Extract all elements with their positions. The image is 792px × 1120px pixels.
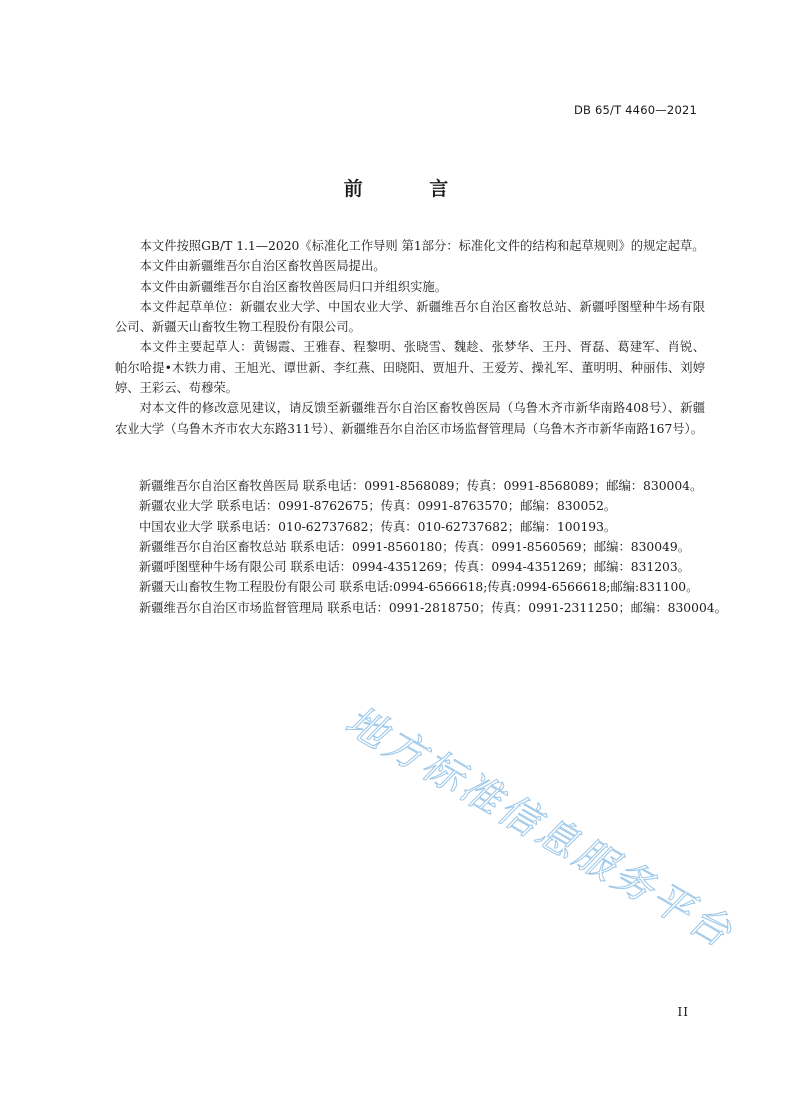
paragraph-administrator: 本文件由新疆维吾尔自治区畜牧兽医局归口并组织实施。 — [139, 279, 448, 294]
paragraph-feedback: 对本文件的修改意见建议，请反馈至新疆维吾尔自治区畜牧兽医局（乌鲁木齐市新华南路408号）、新疆农业大学（乌鲁木齐市农大东路311号）、新疆维吾尔自治区市场监督管理局（乌鲁木齐市新华南路167号）。 — [115, 401, 705, 436]
page-title: 前 言 — [343, 178, 479, 200]
paragraph-proposer: 本文件由新疆维吾尔自治区畜牧兽医局提出。 — [139, 259, 386, 274]
page-number: II — [677, 1005, 689, 1019]
paragraph-drafting-units: 本文件起草单位：新疆农业大学、中国农业大学、新疆维吾尔自治区畜牧总站、新疆呼图壁种牛场有限公司、新疆天山畜牧生物工程股份有限公司。 — [115, 299, 705, 335]
paragraph-drafting-rules: 本文件按照GB/T 1.1—2020《标准化工作导则 第1部分：标准化文件的结构和起草规则》的规定起草。 — [139, 239, 705, 253]
contact-line: 新疆天山畜牧生物工程股份有限公司 联系电话:0994-6566618;传真:0994-6566618;邮编:831100。 — [139, 580, 699, 595]
foreword-body — [115, 236, 705, 439]
contact-line: 中国农业大学 联系电话：010-62737682；传真：010-62737682；邮编：100193。 — [139, 519, 617, 534]
contact-line: 新疆维吾尔自治区畜牧总站 联系电话：0991-8560180；传真：0991-8560569；邮编：830049。 — [139, 539, 691, 554]
contact-list — [139, 476, 727, 618]
watermark: 地方标准信息服务平台 — [337, 697, 742, 958]
contact-line: 新疆呼图壁种牛场有限公司 联系电话：0994-4351269；传真：0994-4351269；邮编：831203。 — [139, 560, 691, 575]
paragraph-drafters: 本文件主要起草人：黄锡霞、王雅春、程黎明、张晓雪、魏趁、张梦华、王丹、胥磊、葛建军、肖锐、帕尔哈提•木铁力甫、王旭光、谭世新、李红燕、田晓阳、贾旭升、王爱芳、操礼军、董明明、种丽伟、刘婷婷、王彩云、苟穆荣。 — [115, 340, 705, 396]
contact-line: 新疆农业大学 联系电话：0991-8762675；传真：0991-8763570；邮编：830052。 — [139, 499, 617, 514]
contact-line: 新疆维吾尔自治区市场监督管理局 联系电话：0991-2818750；传真：0991-2311250；邮编：830004。 — [139, 600, 727, 615]
standard-code: DB 65/T 4460—2021 — [573, 103, 697, 117]
contact-line: 新疆维吾尔自治区畜牧兽医局 联系电话：0991-8568089；传真：0991-8568089；邮编：830004。 — [139, 479, 703, 493]
